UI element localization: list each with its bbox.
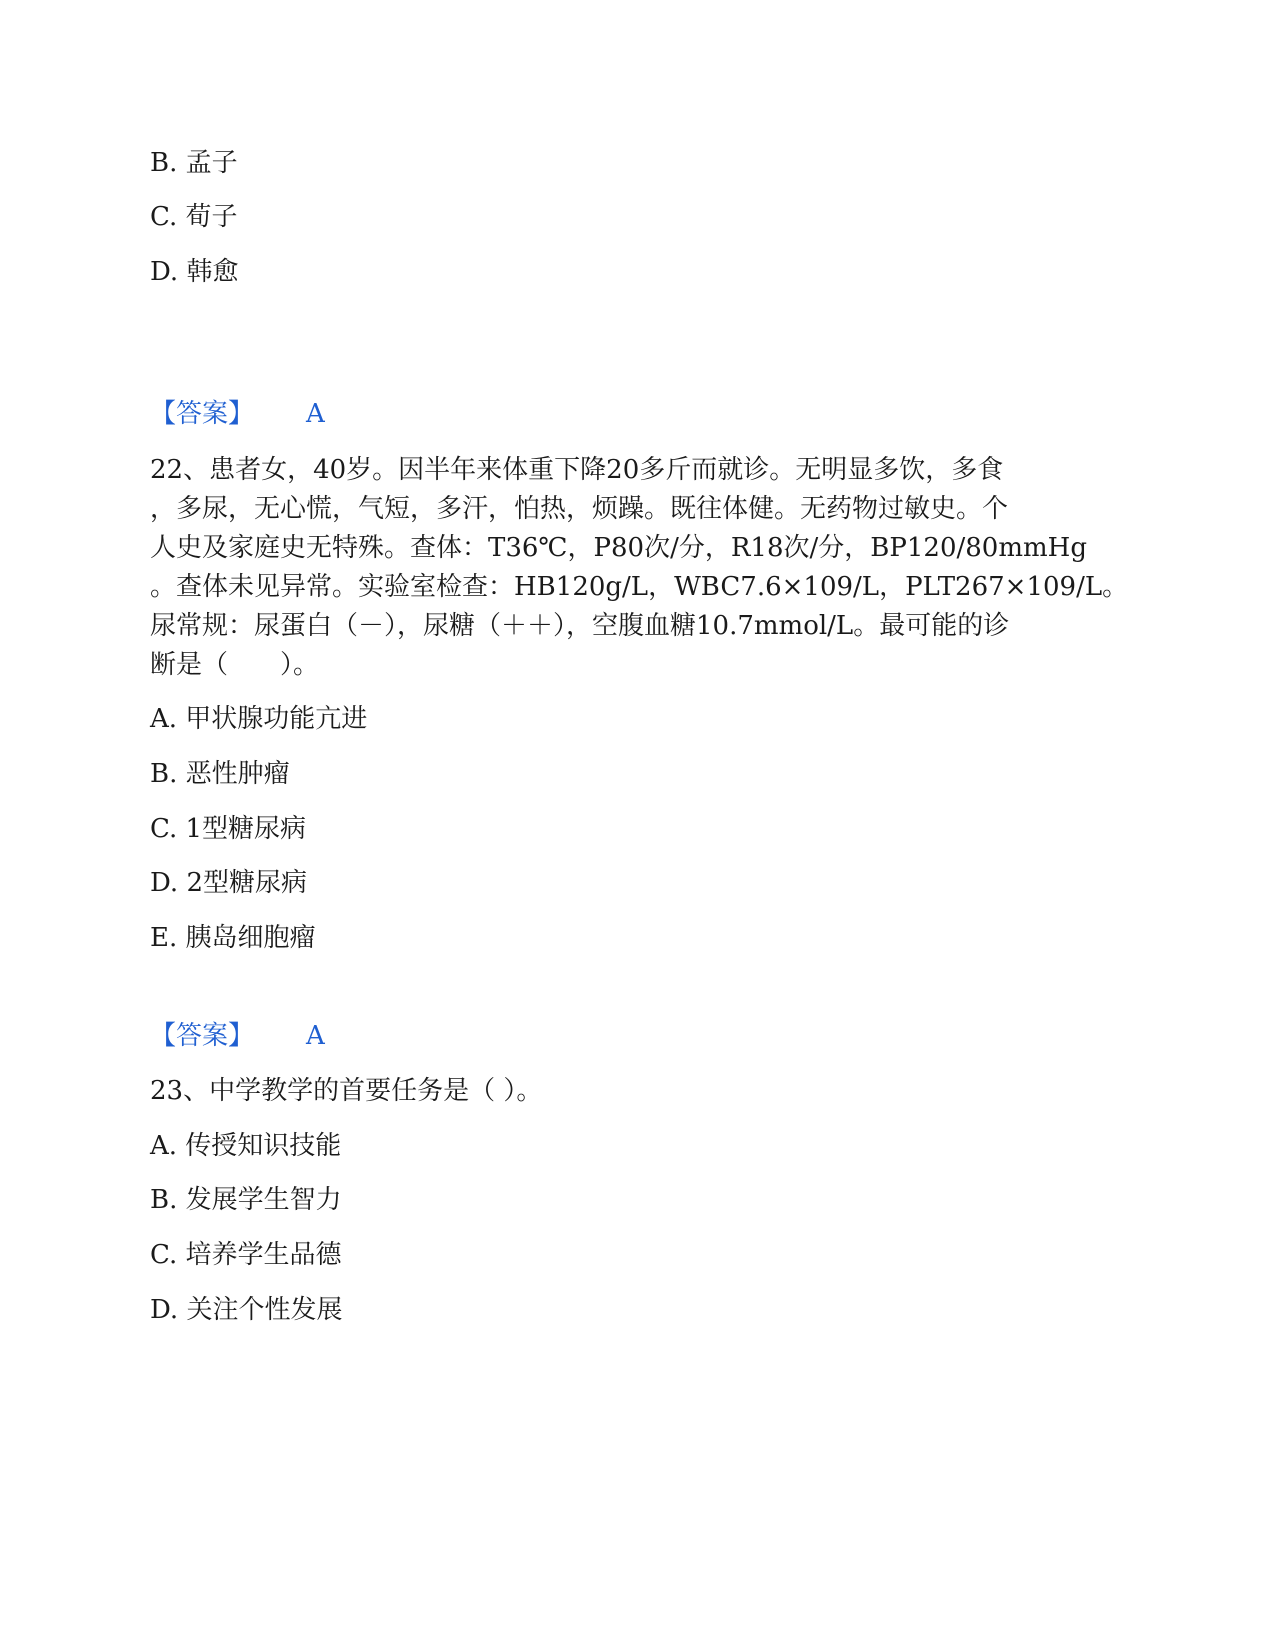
q22-stem-line-6: 断是（ ）。 xyxy=(150,650,320,680)
q22-stem-line-4: 。查体未见异常。实验室检查：HB120g/L，WBC7.6×109/L，PLT267×109/L。 xyxy=(150,572,1129,602)
q22-option-c: C. 1型糖尿病 xyxy=(150,814,307,844)
q23-option-c: C. 培养学生品德 xyxy=(150,1240,342,1270)
q22-stem-line-5: 尿常规：尿蛋白（－），尿糖（＋＋），空腹血糖10.7mmol/L。最可能的诊 xyxy=(150,611,1010,641)
q22-option-b: B. 恶性肿瘤 xyxy=(150,759,290,789)
q23-option-b: B. 发展学生智力 xyxy=(150,1185,342,1215)
q21-option-c: C. 荀子 xyxy=(150,202,238,232)
answer-21 xyxy=(150,399,325,429)
q23-option-d: D. 关注个性发展 xyxy=(150,1295,343,1325)
q21-option-b: B. 孟子 xyxy=(150,148,238,178)
answer-22-tag: 【答案】 xyxy=(150,1021,255,1051)
q22-option-d: D. 2型糖尿病 xyxy=(150,868,307,898)
q21-option-d: D. 韩愈 xyxy=(150,257,239,287)
q23-stem: 23、中学教学的首要任务是（ ）。 xyxy=(150,1076,543,1106)
q22-stem-line-3: 人史及家庭史无特殊。查体：T36℃，P80次/分，R18次/分，BP120/80mmHg xyxy=(150,533,1087,563)
q22-option-a: A. 甲状腺功能亢进 xyxy=(150,704,368,734)
q23-option-a: A. 传授知识技能 xyxy=(150,1131,342,1161)
q22-stem-line-2: ，多尿，无心慌，气短，多汗，怕热，烦躁。既往体健。无药物过敏史。个 xyxy=(150,494,1009,524)
answer-21-value: A xyxy=(306,399,325,429)
answer-22 xyxy=(150,1021,325,1051)
q22-option-e: E. 胰岛细胞瘤 xyxy=(150,923,316,953)
answer-21-tag: 【答案】 xyxy=(150,399,255,429)
q22-stem-line-1: 22、患者女，40岁。因半年来体重下降20多斤而就诊。无明显多饮，多食 xyxy=(150,455,1004,485)
answer-22-value: A xyxy=(306,1021,325,1051)
